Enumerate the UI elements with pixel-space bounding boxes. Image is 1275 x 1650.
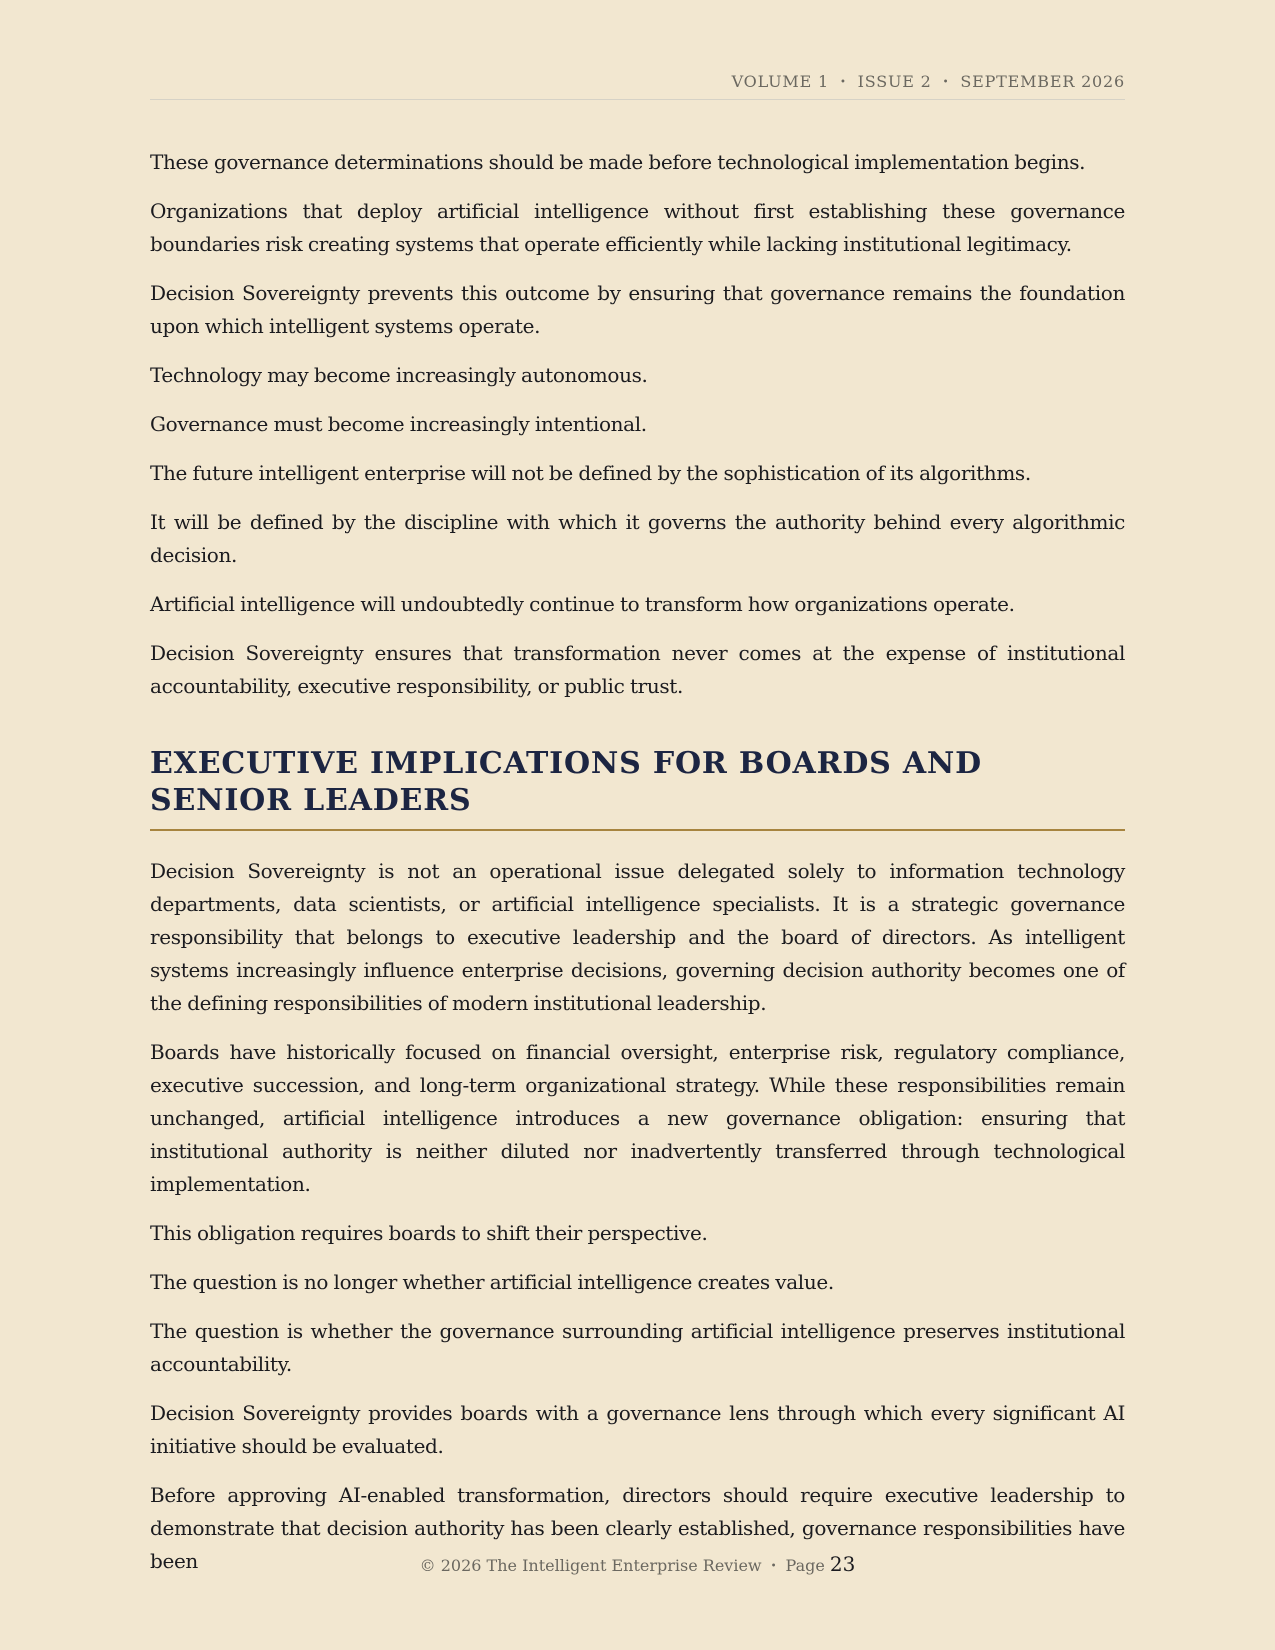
volume-label: VOLUME 1 [731,72,829,91]
body-paragraph: Organizations that deploy artificial intelligence without first establishing these governance boundaries risk creating systems that operate efficiently while lacking institutional legitimacy. [150,199,1125,256]
body-paragraph: Decision Sovereignty is not an operational issue delegated solely to information technology departments, data scientists, or artificial intelligence specialists. It is a strategic governance responsibility that belongs to executive leadership and the board of directors. As intelligent systems increasingly influence enterprise decisions, governing decision authority becomes one of the defining responsibilities of modern institutional leadership. [150,859,1125,1015]
page-label: Page [785,1556,825,1575]
issue-label: ISSUE 2 [857,72,932,91]
body-paragraph: Boards have historically focused on financial oversight, enterprise risk, regulatory compliance, executive succession, and long-term organizational strategy. While these responsibilities remain unchanged, artificial intelligence introduces a new governance obligation: ensuring that institutional authority is neither diluted nor inadvertently transferred through technological implementation. [150,1040,1125,1196]
header-separator: • [942,77,950,88]
body-paragraph: The question is whether the governance surrounding artificial intelligence preserves institutional accountability. [150,1319,1125,1376]
body-paragraph: Artificial intelligence will undoubtedly continue to transform how organizations operate. [150,592,1015,616]
body-paragraph: Decision Sovereignty prevents this outcome by ensuring that governance remains the foundation upon which intelligent systems operate. [150,281,1125,338]
body-paragraph: Before approving AI-enabled transformation, directors should require executive leadership to demonstrate that decision authority has been clearly established, governance responsibilities have been [150,1483,1125,1573]
section-heading: EXECUTIVE IMPLICATIONS FOR BOARDS AND SENIOR LEADERS [150,745,1125,831]
article-body [150,146,1125,1594]
running-header [150,72,1125,100]
body-paragraph: This obligation requires boards to shift their perspective. [150,1221,708,1245]
body-paragraph: Decision Sovereignty provides boards with a governance lens through which every significant AI initiative should be evaluated. [150,1401,1125,1458]
body-paragraph: It will be defined by the discipline with which it governs the authority behind every algorithmic decision. [150,510,1125,567]
body-paragraph: The question is no longer whether artificial intelligence creates value. [150,1270,834,1294]
page-number: 23 [829,1552,856,1576]
issue-date: SEPTEMBER 2026 [960,72,1125,91]
body-paragraph: Governance must become increasingly intentional. [150,412,647,436]
body-paragraph: Decision Sovereignty ensures that transformation never comes at the expense of institutional accountability, executive responsibility, or public trust. [150,641,1125,698]
body-paragraph: The future intelligent enterprise will not be defined by the sophistication of its algorithms. [150,461,1031,485]
body-paragraph: These governance determinations should be made before technological implementation begins. [150,150,1086,174]
footer-separator: • [770,1561,777,1572]
page-footer [0,1552,1275,1576]
header-separator: • [839,77,847,88]
copyright-notice: © 2026 The Intelligent Enterprise Review [419,1556,762,1575]
body-paragraph: Technology may become increasingly autonomous. [150,363,648,387]
